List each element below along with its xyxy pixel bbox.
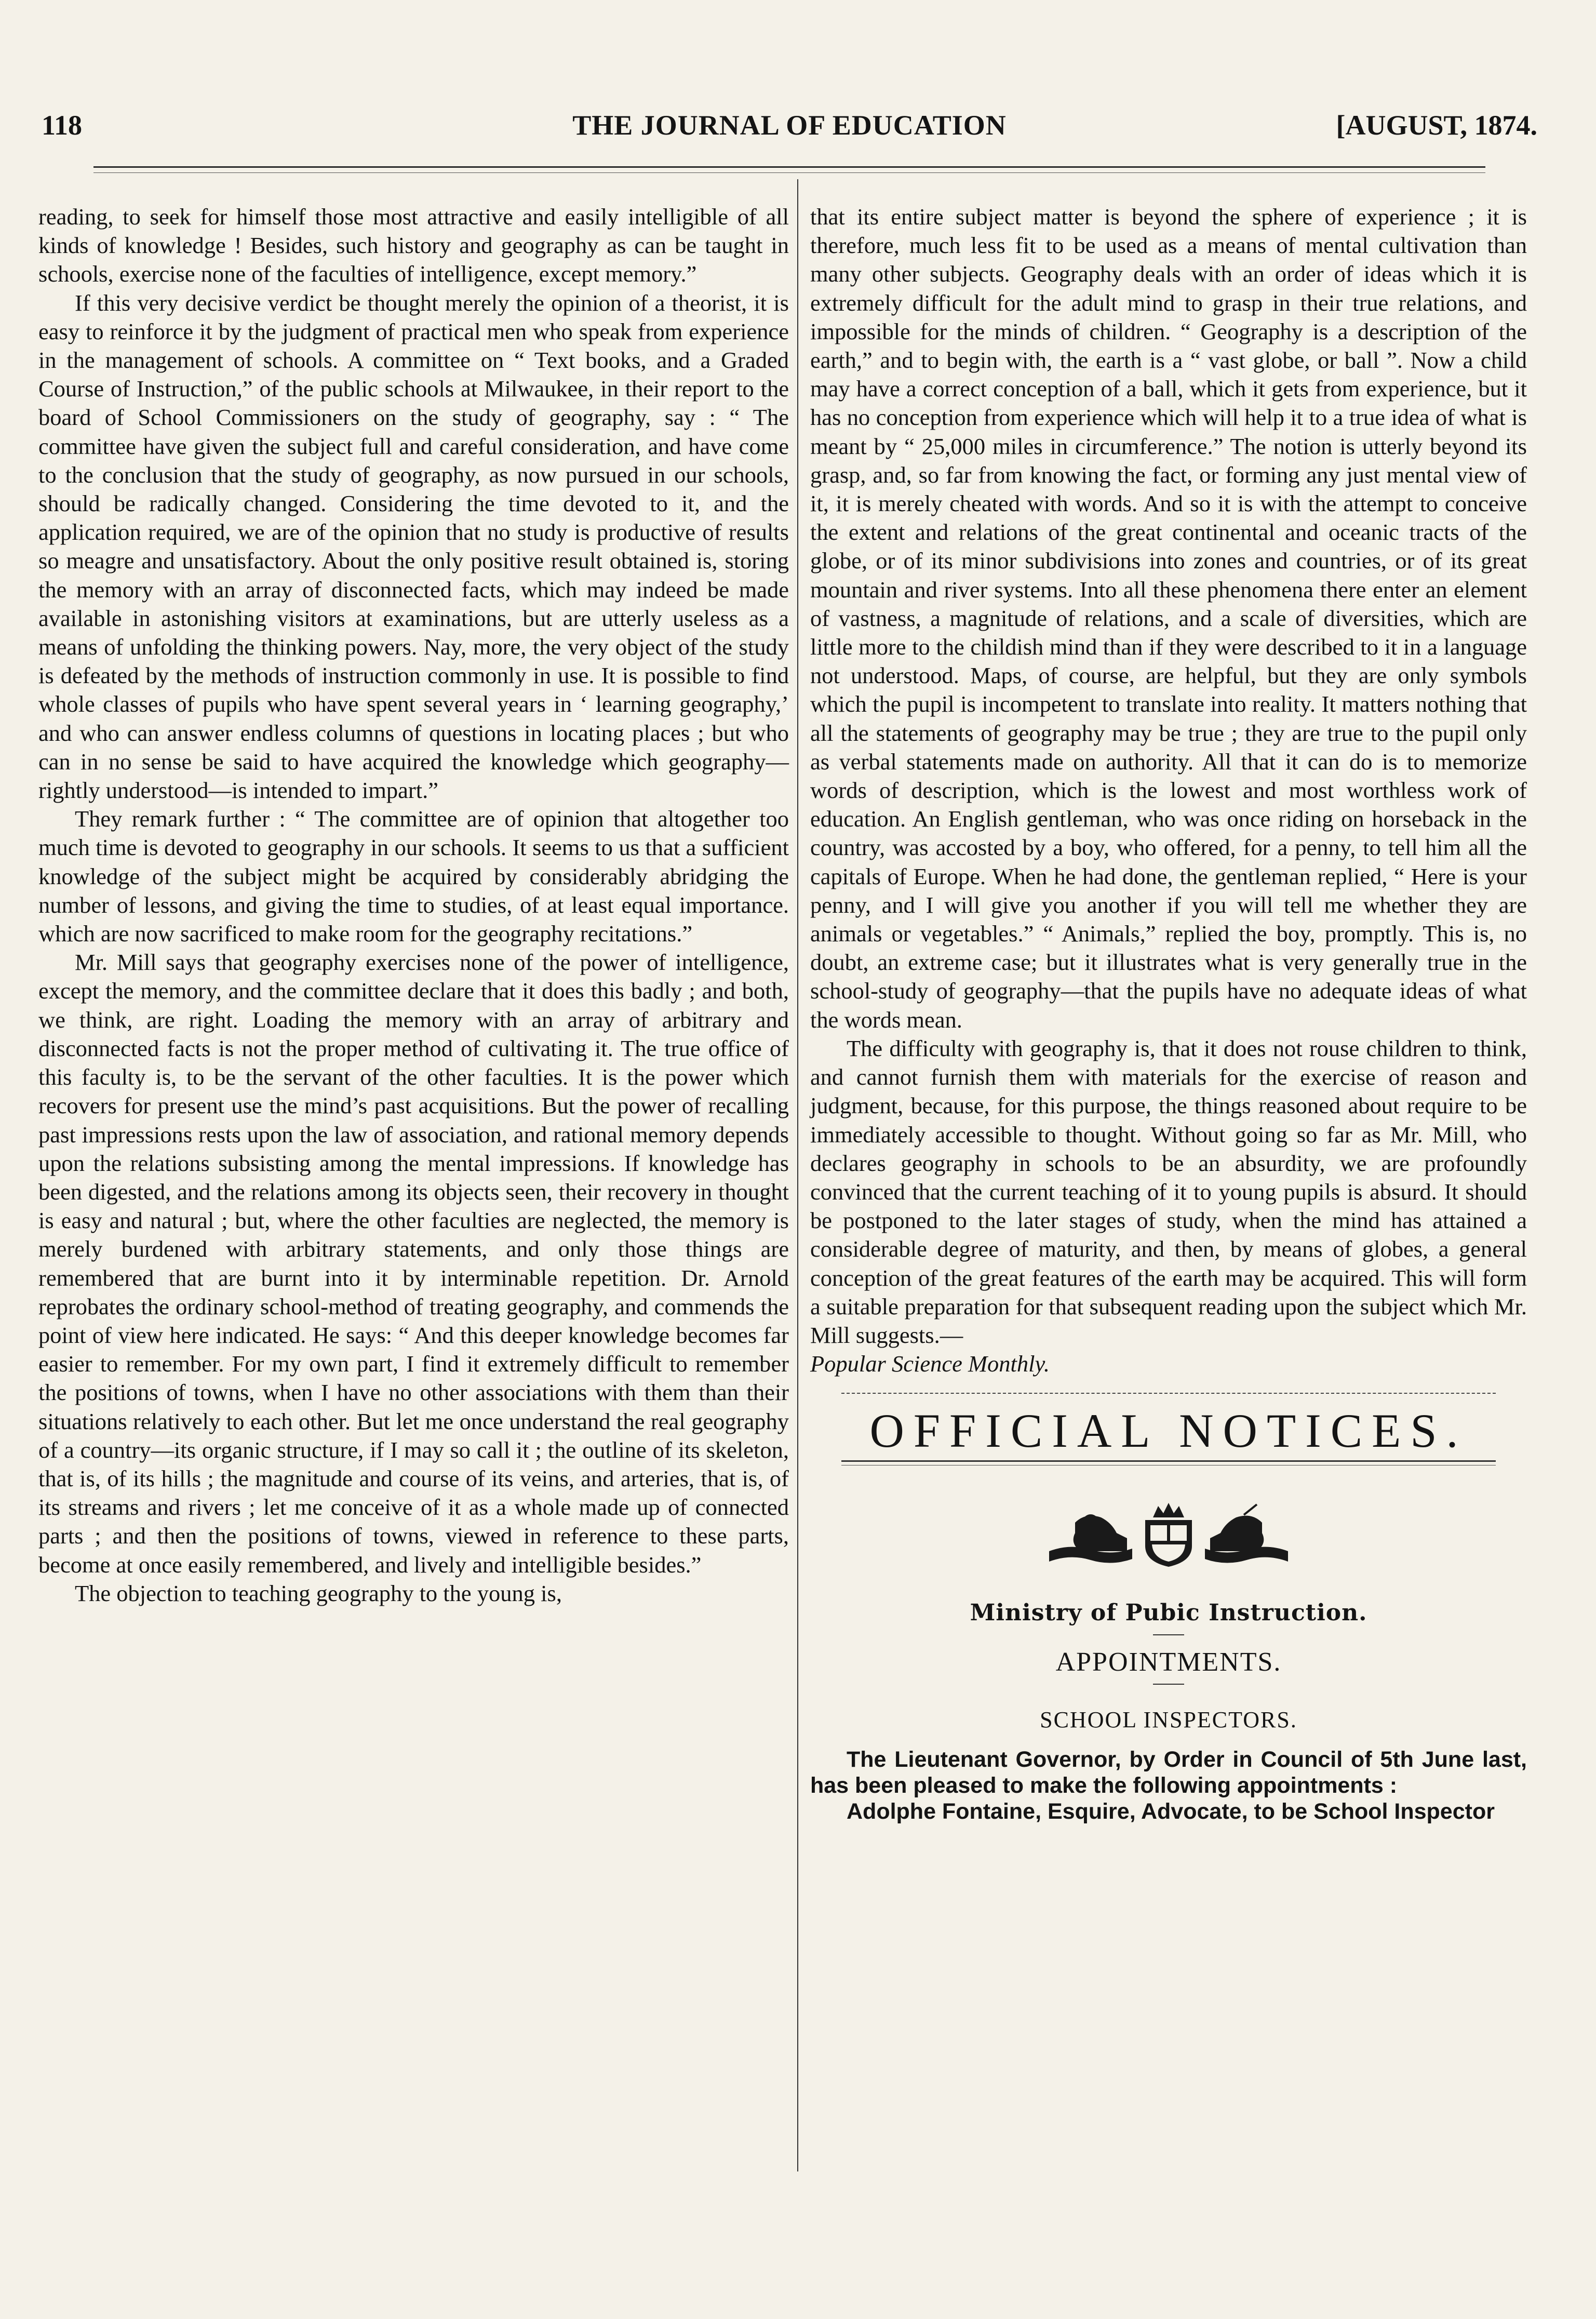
paragraph: They remark further : “ The committee are of opinion that altogether too much time is devoted to geography in our schools. It seems to us that a sufficient knowledge of the subject might be acquired by considerably abridging the number of lessons, and giving the time to studies, of at least equal importance. which are now sacrificed to make room for the geography recitations.” — [38, 806, 789, 947]
column-divider — [797, 179, 798, 2171]
paragraph: that its entire subject matter is beyond the sphere of experience ; it is therefore, much less fit to be used as a means of mental cultivation than many other subjects. Geography deals with an order of ideas which it is extremely difficult for the adult mind to grasp in their true relations, and impossible for the minds of children. “ Geography is a description of the earth,” and to begin with, the earth is a “ vast globe, or ball ”. Now a child may have a correct conception of a ball, which it gets from experience, but it has no conception from experience which will help it to a true idea of what is meant by “ 25,000 miles in circumference.” The notion is utterly beyond its grasp, and, so far from knowing the fact, or forming any just mental view of it, it is merely cheated with words. And so it is with the attempt to conceive the extent and relations of the great continental and oceanic tracts of the globe, or of its minor subdivisions into zones and countries, or of its great mountain and river systems. Into all these phenomena there enter an element of vastness, a magnitude of relations, and a scale of diversities, which are little more to the childish mind than if they were described to it in a language not understood. Maps, of course, are helpful, but they are only symbols which the pupil is incompetent to translate into reality. It matters nothing that all the statements of geography may be true ; they are true to the pupil only as verbal statements made on authority. All that it can do is to memorize words of description, which is the lowest and most worthless work of education. An English gentleman, who was once riding on horseback in the country, was accosted by a boy, who offered, for a penny, to tell him all the capitals of Europe. When he had done, the gentleman replied, “ Here is your penny, and I will give you another if you will tell me whether they are animals or vegetables.” “ Animals,” replied the boy, promptly. This is, no doubt, an extreme case; but it illustrates what is very generally true in the school-study of geography—that the pupils have no adequate ideas of what the words mean. — [810, 204, 1527, 1033]
notice-body — [810, 1747, 1527, 1824]
ministry-heading: Ministry of Pubic Instruction. — [970, 1599, 1367, 1626]
header-rule — [93, 166, 1485, 168]
issue-date: [AUGUST, 1874. — [1336, 110, 1537, 141]
paragraph: reading, to seek for himself those most attractive and easily intelligible of all kinds of knowledge ! Besides, such history and geography as can be taught in schools, exercise none of the faculties of intelligence, except memory.” — [38, 204, 789, 287]
left-column — [38, 203, 789, 1608]
official-notices-title: OFFICIAL NOTICES. — [869, 1404, 1468, 1458]
paragraph: Adolphe Fontaine, Esquire, Advocate, to be School Inspector — [847, 1799, 1495, 1824]
paragraph — [810, 1034, 1527, 1378]
school-inspectors-heading: SCHOOL INSPECTORS. — [1040, 1707, 1297, 1732]
heading-dash — [1153, 1684, 1184, 1685]
paragraph-text: The difficulty with geography is, that it does not rouse children to think, and cannot furnish them with materials for the exercise of reason and judgment, because, for this purpose, the things reasoned about require to be immediately accessible to thought. Without going so far as Mr. Mill, who declares geography in schools to be an absurdity, we are profoundly convinced that the current teaching of it to young pupils is absurd. It should be postponed to the later stages of study, when the mind has attained a considerable degree of maturity, and then, by means of globes, a general conception of the great features of the earth may be acquired. This will form a suitable preparation for that subsequent reading upon the subject which Mr. Mill suggests.— — [810, 1035, 1527, 1348]
paragraph: The objection to teaching geography to the young is, — [75, 1580, 562, 1606]
header-rule-thin — [93, 172, 1485, 173]
page-number: 118 — [42, 110, 83, 141]
paragraph: Mr. Mill says that geography exercises none of the power of intelligence, except the memory, and the committee declare that it does this badly ; and both, we think, are right. Loading the memory with an array of arbitrary and disconnected facts is not the proper method of cultivating it. The true office of this faculty is, to be the servant of the other faculties. It is the power which recovers for present use the mind’s past acquisitions. But the power of recalling past impressions rests upon the law of association, and rational memory depends upon the relations subsisting among the mental impressions. If knowledge has been digested, and the relations among its objects seen, their recovery in thought is easy and natural ; but, where the other faculties are neglected, the memory is merely burdened with arbitrary statements, and only those things are remembered that are burnt into it by interminable repetition. Dr. Arnold reprobates the ordinary school-method of treating geography, and commends the point of view here indicated. He says: “ And this deeper knowledge becomes far easier to remember. For my own part, I find it extremely difficult to remember the positions of towns, when I have no other associations with them than their situations relatively to each other. But let me once understand the real geography of a country—its organic structure, if I may so call it ; the outline of its skeleton, that is, of its hills ; the magnitude and course of its veins, and arteries, that is, of its streams and rivers ; let me conceive of it as a whole made up of connected parts ; and then the positions of towns, viewed in reference to these parts, become at once easily remembered, and lively and intelligible besides.” — [38, 949, 789, 1578]
royal-crest-icon — [1039, 1502, 1298, 1569]
page-header — [42, 109, 1537, 151]
section-separator — [841, 1393, 1496, 1394]
title-rule — [841, 1460, 1496, 1462]
article-source: Popular Science Monthly. — [810, 1351, 1050, 1377]
heading-dash — [1153, 1634, 1184, 1635]
paragraph: The Lieutenant Governor, by Order in Council of 5th June last, has been pleased to make the following appointments : — [810, 1747, 1527, 1798]
right-column — [810, 203, 1527, 1824]
journal-title: THE JOURNAL OF EDUCATION — [572, 110, 1007, 141]
appointments-heading: APPOINTMENTS. — [1055, 1647, 1282, 1677]
paragraph: If this very decisive verdict be thought merely the opinion of a theorist, it is easy to reinforce it by the judgment of practical men who speak from experience in the management of schools. A committee on “ Text books, and a Graded Course of Instruction,” of the public schools at Milwaukee, in their report to the board of School Commissioners on the study of geography, say : “ The committee have given the subject full and careful consideration, and have come to the conclusion that the study of geography, as now pursued in our schools, should be radically changed. Considering the time devoted to it, and the application required, we are of the opinion that no study is productive of results so meagre and unsatisfactory. About the only positive result obtained is, storing the memory with an array of disconnected facts, which may indeed be made available in astonishing visitors at examinations, but are utterly useless as a means of unfolding the thinking powers. Nay, more, the very object of the study is defeated by the methods of instruction commonly in use. It is possible to find whole classes of pupils who have spent several years in ‘ learning geography,’ and who can answer endless columns of questions in locating places ; but who can in no sense be said to have acquired the knowledge which geography—rightly understood—is intended to impart.” — [38, 289, 789, 804]
